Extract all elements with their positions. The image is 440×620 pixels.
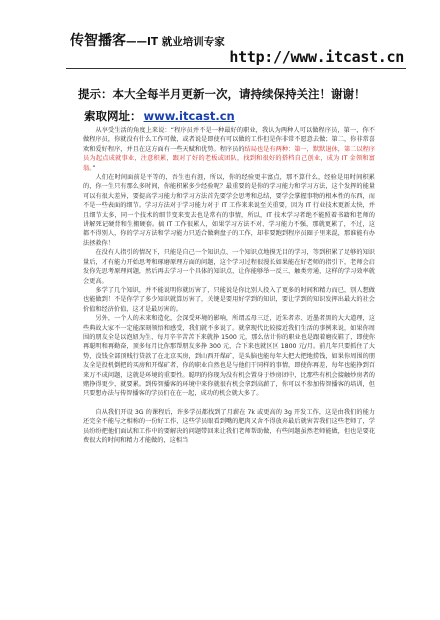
document-body [83, 126, 375, 445]
paragraph-4: 多学了几个知识，并不能说明你就厉害了，只能说是你比别人投入了更多的时间和精力而已，别人想做也能做到！不是你学了多少知识就算厉害了，关键是要用好学到的知识，要让学到的知识发挥出最大的社会价值和经济价值，这才是最厉害的。 [83, 286, 375, 313]
paragraph-2: 人们在时间面前是平等的，吾生也有涯，所以，你的经验更丰富点，那不算什么，经验是用时间积累的，你一生只有那么多时间，你能积累多少经验呢？最重要的是你的学习能力和学习方法，这个发挥的能量可以有很大差异，要提高学习能力和学习方法首先要学会思考和总结，要学会掌握事物的根本性的东西，而不是一些表面的细节。学习方法对于学习能力对于 IT 工作来来说至关重要，因为 IT 行业技术更新太快，并且细节太多，同一个技术的细节变来变去也是常有的事情，所以，IT 技术学习者绝不能照着书籍和老师的讲解死记硬背和生搬硬套。搞 IT 工作很累人，如果学习方法不对、学习能力不强，那就更累了，不过，这都不得别人，你的学习方法和学习能力只适合做剩盘子的工作，却非要跑到程序员圈子里来混，那谁能有办法拯救你！ [83, 174, 375, 247]
paragraph-1-end: ” [92, 164, 96, 172]
header-url: http://www.itcast.cn [229, 48, 404, 66]
update-notice: 提示：本大全每半月更新一次，请持续保持关注！谢谢！ [78, 87, 366, 101]
brand-title [70, 30, 225, 50]
source-link[interactable]: www.itcast.cn [143, 109, 235, 123]
paragraph-3: 在没有人指引的情况下，只能是自己一个知识点、一个知识点地摸无目的学习，等到积累了足够的知识量后，才有能力开始思考和琢磨原理方面的问题，这个学习过程很漫长如果能在好老师的指引下，老师会启发你先思考原理问题，然后再去学习一个具体的知识点，让你能够举一反三、触类旁通，这样的学习效率就会更高。 [83, 249, 375, 285]
paragraph-1 [83, 126, 375, 173]
paragraph-5: 另外，一个人的未来和造化，会深受环境的影响，所谓孟母三迁，近朱者赤、近墨者黑的大大道理，这些典故大家不一定能深刻领悟和感受，我们就不多说了。就拿现代比较接近我们生活的事例来说，如果你周围的朋友全是以泡妞为生、每月辛辛苦苦下来就挣 1500 元，那么估计你的职业也是跟着磨皮鞋了，即使你再聪明和再勤奋，顶多每月比你那帮朋友多挣 300 元，合下来也就区区 1800 元/月。前几年只要抓住了大势，没钱全部顶贱行贷款了在北京买房，到山西开煤矿，是头脑也能每年大把大把地捞钱，如果你周围的朋友全是投机倒把的买房和开煤矿者，你的职业自然也是与他们干同样的事情，即使你再差，每年也能挣到百来万不成问题，这就是环境的重要性。聪明的你现为没有机会置身于炒房团中，比那些有机会接触炒房者的赌挣得更少、就要累。到传智播客的环境中来你就很有机会拿到高薪了，你可以不参加传智播客的培训，但只要想办法与传智播客的学员们在在一起，成功的机会就大多了。 [83, 315, 375, 398]
brand-tagline: ——IT 就业培训专家 [126, 36, 225, 48]
header-divider [66, 68, 406, 69]
paragraph-1-text: 从享受生活的角度上来说：“程序员并不是一种最好的职业，我认为两种人可以做程序员，第一，你不做程序员，你就没有什么工作可做，或者说是即使有可以做的工作但是你非常不愿意去做；第二，你非常喜欢和爱好程序，并且在这方面有一些天赋和优势。程序员的 [83, 127, 375, 153]
source-label: 索取网址： [84, 109, 142, 123]
source-line [84, 108, 235, 124]
page-header [0, 0, 440, 72]
paragraph-6: 自从我们开设 3G 的课程后，许多学员都找到了月薪在 7k 或更高的 3g 开发工作，这是由我们的能力还完全不能与之相称的一份好工作，这些学员眼看到嘴的肥肉又舍不得放弃最后就害苦我们这些老师了，学员纷纷把他们面试和工作中的要解决的问题带回来让我们老师帮助做，有些问题虽然老师能做，但也是要花费很大的时间和精力才能做的，这相当 [83, 408, 375, 444]
highlighted-text: 结局也是有两种：第一，默默退休，第二以程序员为起点成就事业，注意积累，跟对了好的老板或团队，找到和很好的搭档自己创业，成为 IT 金领和富翁。 [83, 145, 375, 172]
brand-name: 传智播客 [70, 33, 126, 49]
